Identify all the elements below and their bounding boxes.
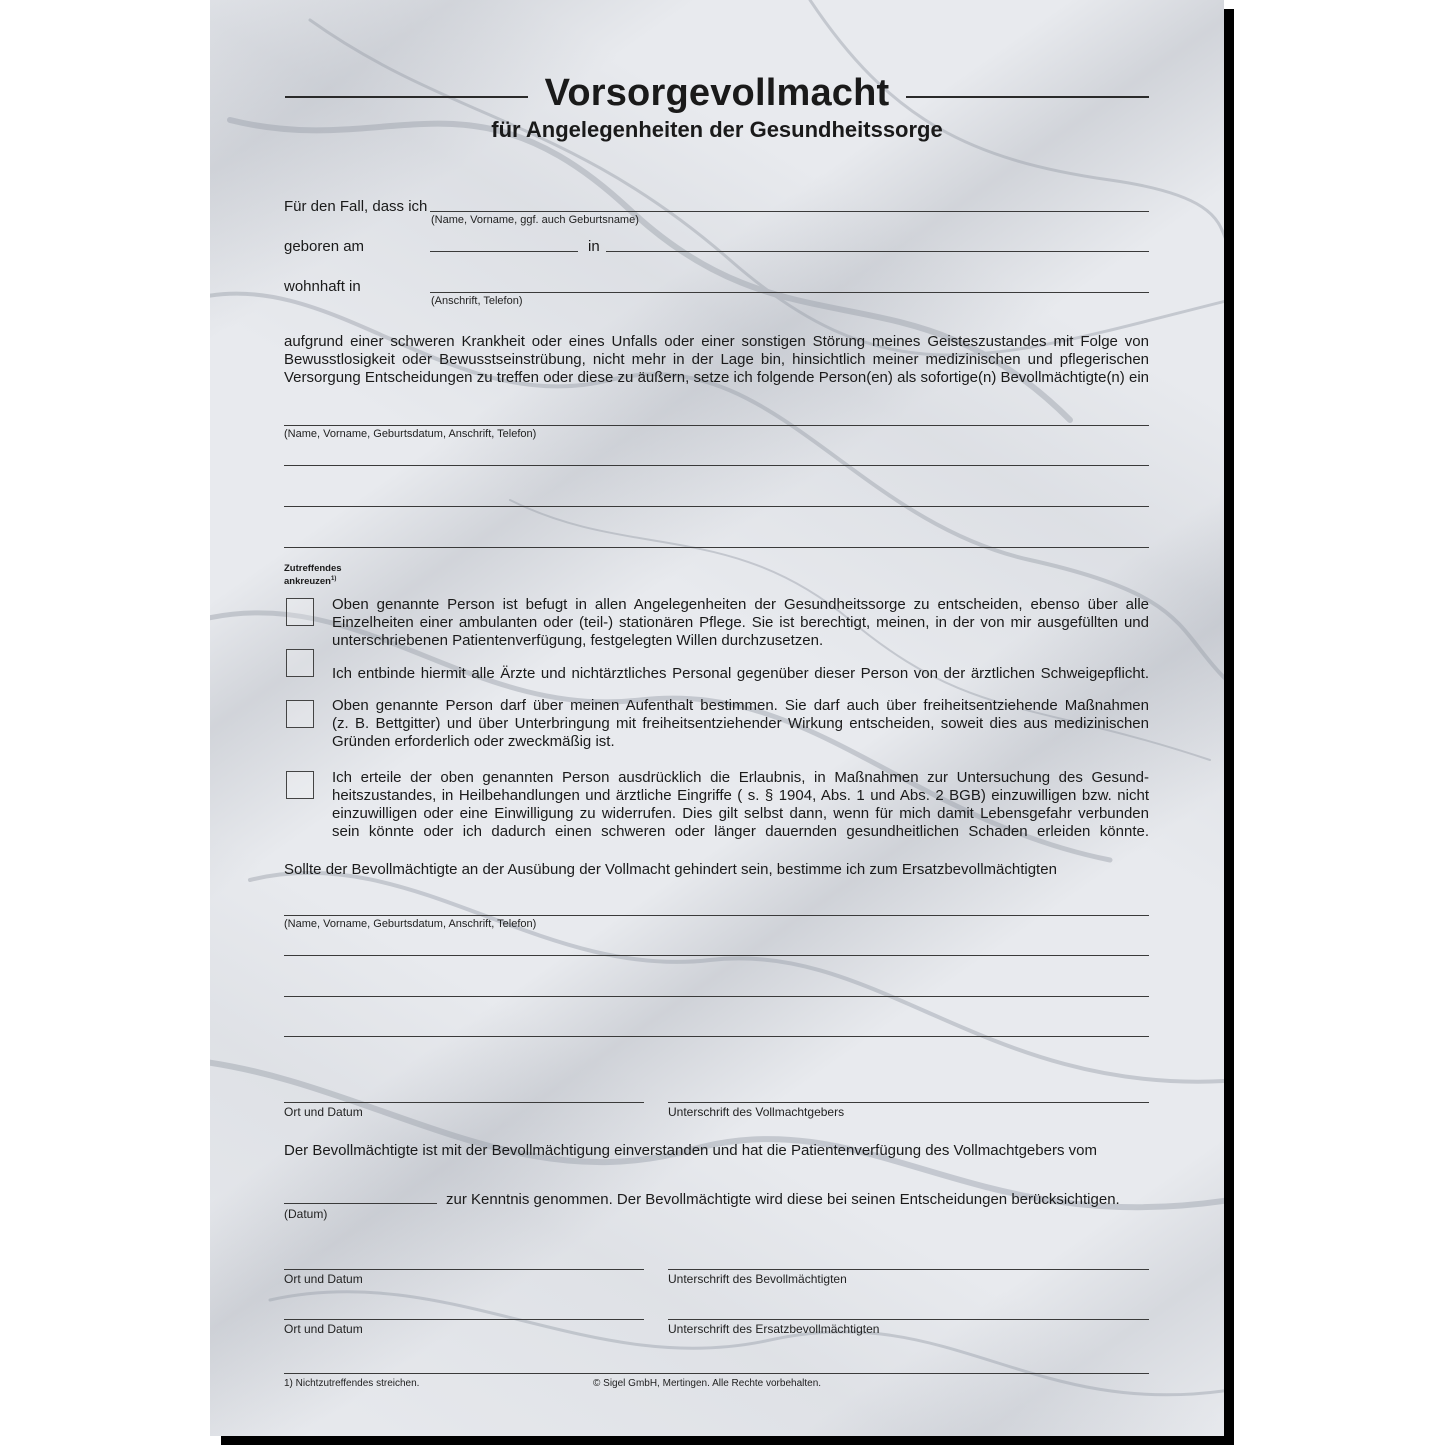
option-line: Oben genannte Person ist befugt in allen Angelegenheiten der Gesundheitssorge zu entscheiden, ebenso über alle [332, 596, 1149, 613]
born-in-label: in [588, 238, 600, 255]
form-sheet [210, 0, 1224, 1436]
main-paragraph-line: Versorgung Entscheidungen zu treffen oder diese zu äußern, setze ich folgende Person(en) als sofortige(n) Bevollmächtigte(n) ein [284, 369, 1149, 386]
name-hint: (Name, Vorname, ggf. auch Geburtsname) [431, 214, 639, 226]
principal-place-date-label: Ort und Datum [284, 1105, 363, 1119]
option-4-text [332, 769, 1149, 841]
main-paragraph-line: aufgrund einer schweren Krankheit oder eines Unfalls oder einer sonstigen Störung meines Geisteszustandes mit Folge von [284, 333, 1149, 350]
agent-place-date-label: Ort und Datum [284, 1272, 363, 1286]
agent-field-line[interactable] [284, 425, 1149, 426]
option-line: Ich entbinde hiermit alle Ärzte und nichtärztliches Personal gegenüber dieser Person von der ärztlichen Schweigepflicht. [332, 665, 1149, 682]
substitute-hint: (Name, Vorname, Geburtsdatum, Anschrift, Telefon) [284, 918, 537, 930]
principal-place-date-field[interactable] [284, 1102, 644, 1103]
checkbox-hint-line2: ankreuzen [284, 576, 331, 588]
agent-field-line[interactable] [284, 547, 1149, 548]
agent-field-line[interactable] [284, 506, 1149, 507]
intro-label: Für den Fall, dass ich [284, 198, 428, 215]
option-2-checkbox[interactable] [286, 649, 314, 677]
option-1-text [332, 596, 1149, 650]
option-line: heitszustandes, in Heilbehandlungen und ärztliche Eingriffe ( s. § 1904, Abs. 1 und Abs. 2 BGB) einzuwilligen bzw. nicht [332, 787, 1149, 804]
agent-signature-label: Unterschrift des Bevollmächtigten [668, 1272, 847, 1286]
footer-rule [284, 1373, 1149, 1374]
birthdate-field[interactable] [430, 251, 578, 252]
substitute-field-line[interactable] [284, 996, 1149, 997]
substitute-place-date-label: Ort und Datum [284, 1322, 363, 1336]
agent-hint: (Name, Vorname, Geburtsdatum, Anschrift, Telefon) [284, 428, 537, 440]
birthplace-field[interactable] [606, 251, 1149, 252]
checkbox-hint-line1: Zutreffendes [284, 563, 342, 574]
born-label: geboren am [284, 238, 365, 255]
option-line: Gründen erforderlich oder zweckmäßig ist. [332, 733, 615, 750]
substitute-signature-label: Unterschrift des Ersatzbevollmächtigten [668, 1322, 880, 1336]
substitute-signature-field[interactable] [668, 1319, 1149, 1320]
residence-label: wohnhaft in [284, 278, 361, 295]
option-3-text [332, 697, 1149, 751]
agent-field-line[interactable] [284, 465, 1149, 466]
option-line: sein könnte oder ich dadurch einen schweren oder länger dauernden gesundheitlichen Schaden erleiden könnte. [332, 823, 1149, 840]
page-title: Vorsorgevollmacht [544, 72, 890, 114]
option-line: (z. B. Bettgitter) und über Unterbringung mit freiheitsentziehender Wirkung entscheiden, soweit dies aus medizinischen [332, 715, 1149, 732]
option-4-checkbox[interactable] [286, 771, 314, 799]
agreement-sentence: Der Bevollmächtigte ist mit der Bevollmächtigung einverstanden und hat die Patientenverfügung des Vollmachtgebers vom [284, 1142, 1097, 1159]
agent-signature-field[interactable] [668, 1269, 1149, 1270]
main-paragraph-line: Bewusstlosigkeit oder Bewusstseinstrübung, nicht mehr in der Lage bin, hinsichtlich meiner medizinischen und pflegerischen [284, 351, 1149, 368]
substitute-field-line[interactable] [284, 1036, 1149, 1037]
date-hint: (Datum) [284, 1207, 328, 1221]
option-line: Ich erteile der oben genannten Person ausdrücklich die Erlaubnis, in Maßnahmen zur Untersuchung des Gesund- [332, 769, 1149, 786]
page-subtitle: für Angelegenheiten der Gesundheitssorge [491, 117, 943, 142]
substitute-field-line[interactable] [284, 955, 1149, 956]
title-rule-right [906, 96, 1149, 98]
option-line: Oben genannte Person darf über meinen Aufenthalt bestimmen. Sie darf auch über freiheitsentziehende Maßnahmen [332, 697, 1149, 714]
address-field[interactable] [430, 292, 1149, 293]
checkbox-hint [284, 564, 342, 587]
checkbox-hint-footnote-mark: 1) [331, 576, 337, 582]
acknowledged-sentence: zur Kenntnis genommen. Der Bevollmächtigte wird diese bei seinen Entscheidungen berücksichtigen. [446, 1191, 1120, 1208]
principal-signature-field[interactable] [668, 1102, 1149, 1103]
option-3-checkbox[interactable] [286, 700, 314, 728]
principal-signature-label: Unterschrift des Vollmachtgebers [668, 1105, 845, 1119]
main-paragraph [284, 333, 1149, 387]
option-1-checkbox[interactable] [286, 598, 314, 626]
date-field[interactable] [284, 1203, 437, 1204]
option-line: unterschriebenen Patientenverfügung, festgelegten Willen durchzusetzen. [332, 632, 824, 649]
option-line: Einzelheiten einer ambulanten oder (teil-) stationären Pflege. Sie ist berechtigt, meinen, in der von mir ausgefüllten und [332, 614, 1149, 631]
address-hint: (Anschrift, Telefon) [431, 295, 523, 307]
substitute-field-line[interactable] [284, 915, 1149, 916]
option-line: einzuwilligen oder eine Einwilligung zu widerrufen. Dies gilt selbst dann, wenn für mich damit Lebensgefahr verbunden [332, 805, 1149, 822]
copyright: © Sigel GmbH, Mertingen. Alle Rechte vorbehalten. [593, 1378, 822, 1389]
agent-place-date-field[interactable] [284, 1269, 644, 1270]
option-2-text [332, 665, 1149, 683]
name-field[interactable] [430, 211, 1149, 212]
substitute-sentence: Sollte der Bevollmächtigte an der Ausübung der Vollmacht gehindert sein, bestimme ich zum Ersatzbevollmächtigten [284, 861, 1057, 878]
substitute-place-date-field[interactable] [284, 1319, 644, 1320]
footnote: 1) Nichtzutreffendes streichen. [284, 1378, 420, 1389]
